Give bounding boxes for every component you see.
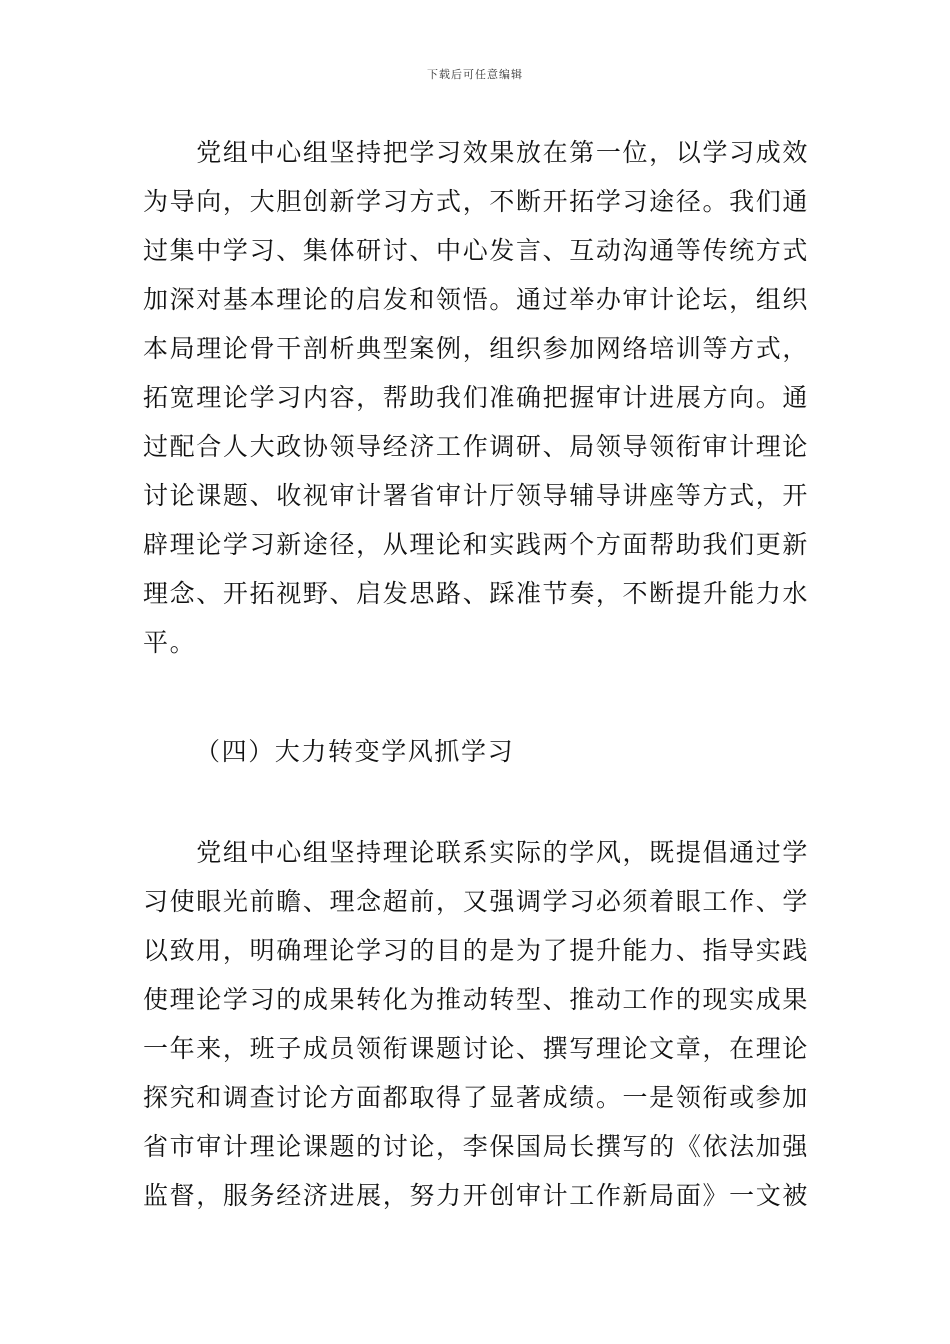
paragraph-study-methods bbox=[143, 128, 809, 667]
paragraph-line: 习使眼光前瞻、理念超前，又强调学习必须着眼工作、学 bbox=[143, 887, 809, 916]
paragraph-line: 以致用，明确理论学习的目的是为了提升能力、指导实践 bbox=[143, 936, 809, 965]
paragraph-line: 为导向，大胆创新学习方式，不断开拓学习途径。我们通 bbox=[143, 187, 809, 216]
paragraph-line: 党组中心组坚持理论联系实际的学风，既提倡通过学 bbox=[143, 838, 809, 867]
paragraph-line: 拓宽理论学习内容，帮助我们准确把握审计进展方向。通 bbox=[143, 383, 809, 412]
paragraph-line: 本局理论骨干剖析典型案例，组织参加网络培训等方式， bbox=[143, 334, 809, 363]
paragraph-line: 探究和调查讨论方面都取得了显著成绩。一是领衔或参加 bbox=[143, 1083, 809, 1112]
paragraph-line: 党组中心组坚持把学习效果放在第一位，以学习成效 bbox=[143, 138, 809, 167]
paragraph-line: 讨论课题、收视审计署省审计厅领导辅导讲座等方式，开 bbox=[143, 481, 809, 510]
paragraph-line: 使理论学习的成果转化为推动转型、推动工作的现实成果 bbox=[143, 985, 809, 1014]
paragraph-line: 过配合人大政协领导经济工作调研、局领导领衔审计理论 bbox=[143, 432, 809, 461]
paragraph-line: 辟理论学习新途径，从理论和实践两个方面帮助我们更新 bbox=[143, 530, 809, 559]
paragraph-study-style bbox=[143, 828, 809, 1220]
paragraph-line: 一年来，班子成员领衔课题讨论、撰写理论文章，在理论 bbox=[143, 1034, 809, 1063]
section-heading: （四）大力转变学风抓学习 bbox=[195, 737, 515, 766]
paragraph-line: 平。 bbox=[143, 628, 197, 657]
paragraph-line: 过集中学习、集体研讨、中心发言、互动沟通等传统方式 bbox=[143, 236, 809, 265]
paragraph-line: 省市审计理论课题的讨论，李保国局长撰写的《依法加强 bbox=[143, 1132, 809, 1161]
paragraph-line: 监督，服务经济进展，努力开创审计工作新局面》一文被 bbox=[143, 1181, 809, 1210]
page-header-note: 下载后可任意编辑 bbox=[427, 68, 523, 81]
paragraph-line: 理念、开拓视野、启发思路、踩准节奏，不断提升能力水 bbox=[143, 579, 809, 608]
paragraph-line: 加深对基本理论的启发和领悟。通过举办审计论坛，组织 bbox=[143, 285, 809, 314]
